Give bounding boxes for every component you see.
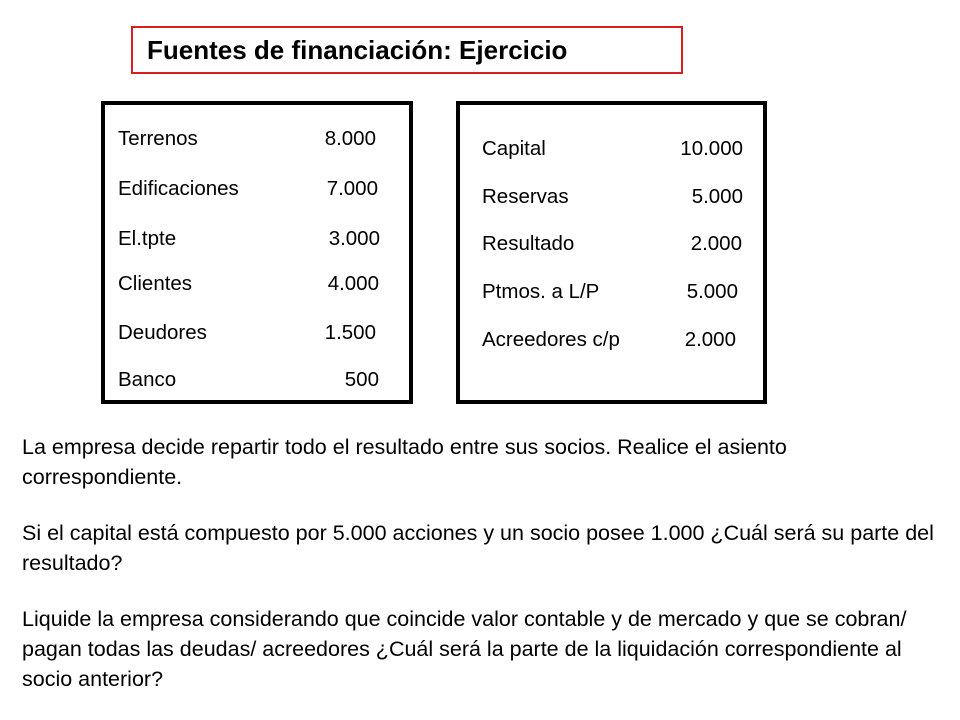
liability-value: 2.000 (684, 328, 736, 351)
liability-value: 10.000 (680, 137, 743, 160)
liability-label: Reservas (482, 185, 569, 208)
liability-value: 5.000 (686, 280, 738, 303)
liability-label: Acreedores c/p (482, 328, 620, 351)
asset-value: 1.500 (324, 321, 376, 344)
asset-label: Terrenos (118, 127, 198, 150)
asset-label: Deudores (118, 321, 207, 344)
liability-value: 5.000 (691, 185, 743, 208)
liability-label: Ptmos. a L/P (482, 280, 600, 303)
asset-label: El.tpte (118, 227, 177, 250)
question-paragraph: Liquide la empresa considerando que coincide valor contable y de mercado y que se cobran/ pagan todas las deudas/ acreedores ¿Cuál será la parte de la liquidación correspondiente al socio anterior? (22, 607, 907, 691)
liability-label: Capital (482, 137, 546, 160)
question-paragraph: Si el capital está compuesto por 5.000 acciones y un socio posee 1.000 ¿Cuál será su parte del resultado? (22, 521, 934, 575)
asset-value: 4.000 (327, 272, 379, 295)
asset-value: 3.000 (328, 227, 380, 250)
slide-title: Fuentes de financiación: Ejercicio (131, 26, 683, 74)
asset-value: 7.000 (326, 177, 378, 200)
asset-label: Banco (118, 368, 177, 391)
asset-label: Edificaciones (118, 177, 239, 200)
asset-value: 8.000 (324, 127, 376, 150)
asset-value: 500 (344, 368, 379, 391)
asset-label: Clientes (118, 272, 193, 295)
liability-label: Resultado (482, 232, 575, 255)
question-paragraph: La empresa decide repartir todo el resultado entre sus socios. Realice el asiento correspondiente. (22, 435, 787, 489)
liability-value: 2.000 (690, 232, 742, 255)
